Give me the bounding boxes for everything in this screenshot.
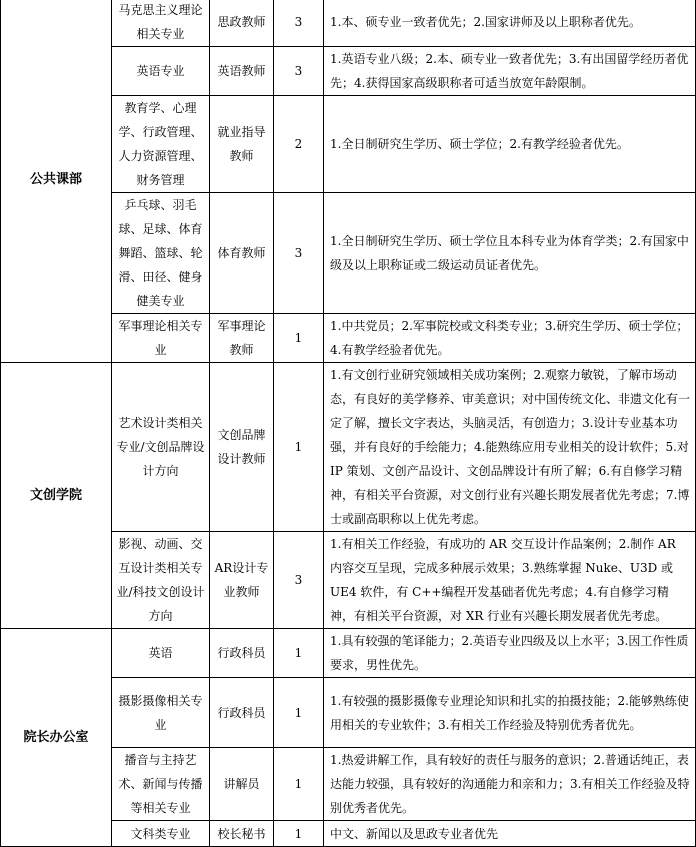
major-cell: 影视、动画、交互设计类相关专业/科技文创设计方向 <box>112 532 210 629</box>
position-cell: 校长秘书 <box>210 821 274 847</box>
count-cell: 3 <box>274 47 324 96</box>
count-cell: 1 <box>274 629 324 678</box>
position-cell: 行政科员 <box>210 678 274 748</box>
major-cell: 播音与主持艺术、新闻与传播等相关专业 <box>112 748 210 821</box>
requirements-cell: 1.中共党员；2.军事院校或文科类专业；3.研究生学历、硕士学位；4.有教学经验者优先。 <box>324 314 696 363</box>
major-cell: 教育学、心理学、行政管理、人力资源管理、财务管理 <box>112 96 210 193</box>
requirements-cell: 1.有文创行业研究领域相关成功案例；2.观察力敏锐，了解市场动态，有良好的美学修养、审美意识；对中国传统文化、非遗文化有一定了解，擅长文字表达，头脑灵活，有创造力；3.设计专业基本功强，并有良好的手绘能力；4.能熟练应用专业相关的设计软件；5.对 IP 策划、文创产品设计、文创品牌设计有所了解；6.有自修学习精神，有相关平台资源，对文创行业有兴趣长期发展者优先考虑；7.博士或副高职称以上优先考虑。 <box>324 363 696 532</box>
position-cell: 体育教师 <box>210 193 274 314</box>
position-cell: 行政科员 <box>210 629 274 678</box>
requirements-cell: 1.全日制研究生学历、硕士学位；2.有教学经验者优先。 <box>324 96 696 193</box>
requirements-cell: 中文、新闻以及思政专业者优先 <box>324 821 696 847</box>
position-cell: 英语教师 <box>210 47 274 96</box>
count-cell: 3 <box>274 193 324 314</box>
requirements-cell: 1.具有较强的笔译能力；2.英语专业四级及以上水平；3.因工作性质要求，男性优先。 <box>324 629 696 678</box>
requirements-cell: 1.全日制研究生学历、硕士学位且本科专业为体育学类；2.有国家中级及以上职称证或二级运动员证者优先。 <box>324 193 696 314</box>
count-cell: 1 <box>274 678 324 748</box>
requirements-cell: 1.英语专业八级；2.本、硕专业一致者优先；3.有出国留学经历者优先；4.获得国家高级职称者可适当放宽年龄限制。 <box>324 47 696 96</box>
count-cell: 2 <box>274 96 324 193</box>
department-cell: 文创学院 <box>1 363 112 629</box>
requirements-cell: 1.热爱讲解工作，具有较好的责任与服务的意识；2.普通话纯正，表达能力较强，具有较好的沟通能力和亲和力；3.有相关工作经验及特别优秀者优先。 <box>324 748 696 821</box>
major-cell: 乒乓球、羽毛球、足球、体育舞蹈、篮球、轮滑、田径、健身健美专业 <box>112 193 210 314</box>
requirements-cell: 1.本、硕专业一致者优先；2.国家讲师及以上职称者优先。 <box>324 0 696 47</box>
count-cell: 1 <box>274 363 324 532</box>
position-cell: AR设计专业教师 <box>210 532 274 629</box>
requirements-cell: 1.有较强的摄影摄像专业理论知识和扎实的拍摄技能；2.能够熟练使用相关的专业软件；3.有相关工作经验及特别优秀者优先。 <box>324 678 696 748</box>
department-cell: 院长办公室 <box>1 629 112 847</box>
major-cell: 马克思主义理论相关专业 <box>112 0 210 47</box>
major-cell: 摄影摄像相关专业 <box>112 678 210 748</box>
count-cell: 3 <box>274 532 324 629</box>
count-cell: 3 <box>274 0 324 47</box>
position-cell: 军事理论教师 <box>210 314 274 363</box>
count-cell: 1 <box>274 821 324 847</box>
count-cell: 1 <box>274 314 324 363</box>
position-cell: 就业指导教师 <box>210 96 274 193</box>
position-cell: 文创品牌设计教师 <box>210 363 274 532</box>
requirements-cell: 1.有相关工作经验，有成功的 AR 交互设计作品案例；2.制作 AR 内容交互呈现，完成多种展示效果；3.熟练掌握 Nuke、U3D 或 UE4 软件，有 C++编程开发基础者优先考虑；4.有自修学习精神，有相关平台资源，对 XR 行业有兴趣长期发展者优先考虑。 <box>324 532 696 629</box>
position-cell: 讲解员 <box>210 748 274 821</box>
major-cell: 英语 <box>112 629 210 678</box>
table-row <box>1 363 696 532</box>
major-cell: 艺术设计类相关专业/文创品牌设计方向 <box>112 363 210 532</box>
table-row <box>1 629 696 678</box>
department-cell: 公共课部 <box>1 0 112 363</box>
major-cell: 军事理论相关专业 <box>112 314 210 363</box>
table-row <box>1 0 696 47</box>
major-cell: 文科类专业 <box>112 821 210 847</box>
major-cell: 英语专业 <box>112 47 210 96</box>
position-cell: 思政教师 <box>210 0 274 47</box>
count-cell: 1 <box>274 748 324 821</box>
